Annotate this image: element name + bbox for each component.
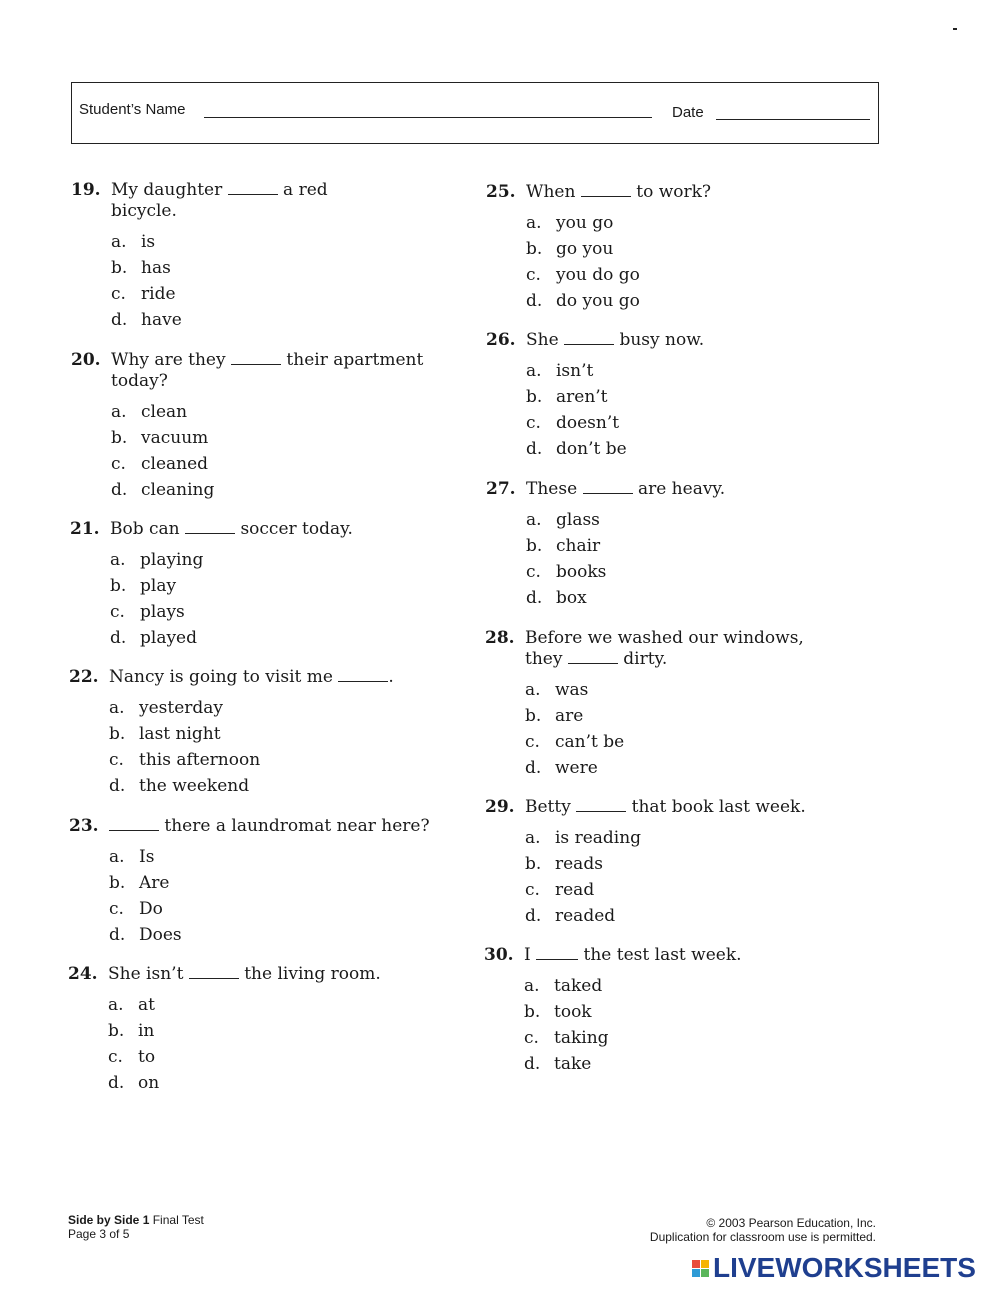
option-a[interactable]: a. at — [108, 995, 155, 1015]
option-c[interactable]: c. plays — [110, 602, 185, 622]
option-d[interactable]: d. readed — [525, 906, 616, 926]
option-b[interactable]: b. vacuum — [111, 428, 209, 448]
page-number: Page 3 of 5 — [68, 1227, 130, 1241]
question-stem: Bob can soccer today. — [110, 519, 353, 539]
liveworksheets-wordmark: LIVEWORKSHEETS — [713, 1252, 976, 1283]
permission-text: Duplication for classroom use is permitted. — [649, 1230, 876, 1244]
question-number: 29. — [485, 797, 515, 817]
question-stem: When to work? — [526, 182, 712, 202]
option-c[interactable]: c. read — [525, 880, 595, 900]
option-a[interactable]: a. playing — [110, 550, 204, 570]
option-c[interactable]: c. books — [526, 562, 607, 582]
option-a[interactable]: a. yesterday — [109, 698, 224, 718]
book-title: Side by Side 1 — [68, 1213, 150, 1227]
option-c[interactable]: c. taking — [524, 1028, 609, 1048]
question-number: 28. — [485, 628, 515, 648]
option-b[interactable]: b. last night — [109, 724, 221, 744]
option-a[interactable]: a. Is — [109, 847, 155, 867]
option-c[interactable]: c. doesn’t — [526, 413, 620, 433]
option-a[interactable]: a. was — [525, 680, 589, 700]
question-number: 22. — [69, 667, 99, 687]
answer-blank[interactable] — [189, 964, 239, 979]
answer-blank[interactable] — [231, 350, 281, 365]
question-number: 20. — [71, 350, 101, 370]
copyright-text: © 2003 Pearson Education, Inc. — [706, 1216, 876, 1230]
option-d[interactable]: d. were — [525, 758, 598, 778]
option-d[interactable]: d. have — [111, 310, 182, 330]
question-stem: My daughter a red — [111, 180, 328, 200]
option-c[interactable]: c. this afternoon — [109, 750, 261, 770]
option-b[interactable]: b. aren’t — [526, 387, 608, 407]
option-d[interactable]: d. played — [110, 628, 198, 648]
option-b[interactable]: b. reads — [525, 854, 603, 874]
option-c[interactable]: c. Do — [109, 899, 163, 919]
question-stem: I the test last week. — [524, 945, 742, 965]
option-b[interactable]: b. took — [524, 1002, 592, 1022]
answer-blank[interactable] — [576, 797, 626, 812]
option-a[interactable]: a. is reading — [525, 828, 642, 848]
answer-blank[interactable] — [338, 667, 388, 682]
question-stem: She busy now. — [526, 330, 705, 350]
question-stem: Why are they their apartment — [111, 350, 424, 370]
question-number: 24. — [68, 964, 98, 984]
option-b[interactable]: b. are — [525, 706, 584, 726]
question-stem: Nancy is going to visit me . — [109, 667, 394, 687]
question-stem: She isn’t the living room. — [108, 964, 381, 984]
question-number: 19. — [71, 180, 101, 200]
option-d[interactable]: d. take — [524, 1054, 592, 1074]
answer-blank[interactable] — [564, 330, 614, 345]
option-a[interactable]: a. glass — [526, 510, 600, 530]
answer-blank[interactable] — [536, 945, 578, 960]
option-a[interactable]: a. isn’t — [526, 361, 594, 381]
student-info-box — [71, 82, 879, 144]
question-stem: Betty that book last week. — [525, 797, 806, 817]
question-number: 27. — [486, 479, 516, 499]
student-name-line[interactable] — [204, 117, 652, 118]
question-number: 30. — [484, 945, 514, 965]
option-c[interactable]: c. can’t be — [525, 732, 625, 752]
option-b[interactable]: b. play — [110, 576, 177, 596]
option-c[interactable]: c. you do go — [526, 265, 640, 285]
question-stem-line2: today? — [111, 371, 168, 391]
student-name-label: Student’s Name — [79, 101, 186, 118]
answer-blank[interactable] — [228, 180, 278, 195]
option-d[interactable]: d. cleaning — [111, 480, 215, 500]
question-number: 25. — [486, 182, 516, 202]
question-stem: Before we washed our windows, — [525, 628, 804, 648]
footer-test-info — [68, 1213, 204, 1241]
answer-blank[interactable] — [185, 519, 235, 534]
test-name: Final Test — [152, 1213, 204, 1227]
option-a[interactable]: a. taked — [524, 976, 603, 996]
answer-blank[interactable] — [581, 182, 631, 197]
option-a[interactable]: a. clean — [111, 402, 188, 422]
answer-blank[interactable] — [583, 479, 633, 494]
option-d[interactable]: d. do you go — [526, 291, 640, 311]
option-c[interactable]: c. to — [108, 1047, 156, 1067]
liveworksheets-logo[interactable] — [692, 1253, 976, 1283]
option-b[interactable]: b. in — [108, 1021, 155, 1041]
question-number: 23. — [69, 816, 99, 836]
option-b[interactable]: b. go you — [526, 239, 614, 259]
answer-blank[interactable] — [568, 649, 618, 664]
question-stem: there a laundromat near here? — [109, 816, 430, 837]
option-c[interactable]: c. cleaned — [111, 454, 209, 474]
answer-blank[interactable] — [109, 816, 159, 831]
option-a[interactable]: a. you go — [526, 213, 614, 233]
date-label: Date — [672, 104, 704, 121]
option-d[interactable]: d. don’t be — [526, 439, 627, 459]
option-d[interactable]: d. box — [526, 588, 587, 608]
option-d[interactable]: d. Does — [109, 925, 182, 945]
option-d[interactable]: d. on — [108, 1073, 160, 1093]
question-stem-line2: they dirty. — [525, 649, 668, 669]
question-stem: These are heavy. — [526, 479, 726, 499]
footer-copyright — [650, 1216, 876, 1244]
liveworksheets-blocks-icon — [692, 1260, 709, 1277]
option-c[interactable]: c. ride — [111, 284, 176, 304]
option-d[interactable]: d. the weekend — [109, 776, 250, 796]
scan-speck — [953, 28, 957, 30]
date-line[interactable] — [716, 119, 870, 120]
question-number: 21. — [70, 519, 100, 539]
question-stem-line2: bicycle. — [111, 201, 177, 221]
option-a[interactable]: a. is — [111, 232, 156, 252]
option-b[interactable]: b. has — [111, 258, 171, 278]
option-b[interactable]: b. Are — [109, 873, 170, 893]
option-b[interactable]: b. chair — [526, 536, 601, 556]
question-number: 26. — [486, 330, 516, 350]
